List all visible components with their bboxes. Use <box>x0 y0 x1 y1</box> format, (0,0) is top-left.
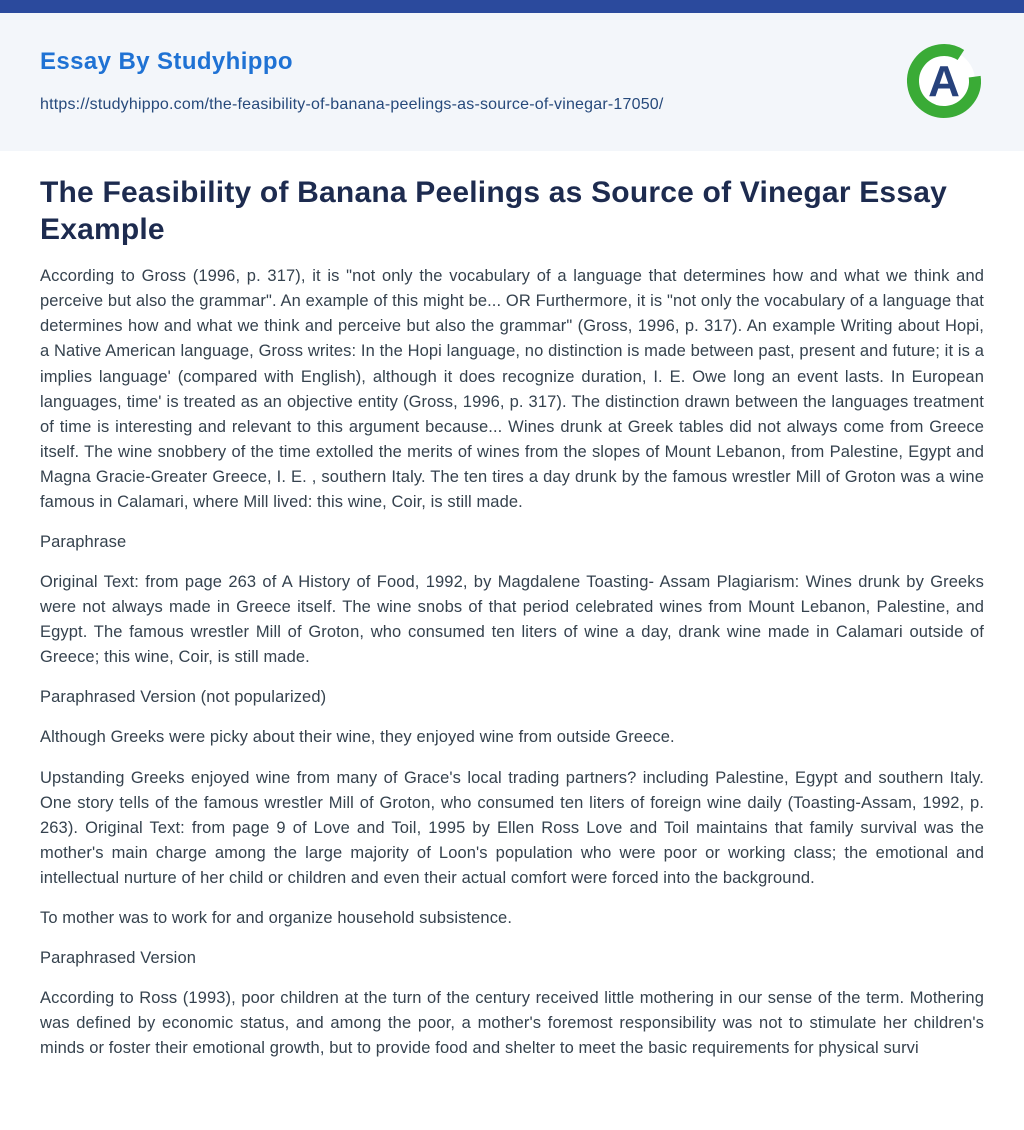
logo-ring-icon <box>904 41 984 121</box>
article-paragraph: Paraphrased Version (not popularized) <box>40 688 327 707</box>
article-paragraph: To mother was to work for and organize household subsistence. <box>40 908 513 927</box>
site-title: Essay By Studyhippo <box>40 48 293 75</box>
header-text-block <box>40 48 664 114</box>
article-paragraph: Upstanding Greeks enjoyed wine from many of Grace's local trading partners? including Palestine, Egypt and southern Italy. One story tells of the famous wrestler Mill of Groton, who consumed ten liters of foreign wine daily (Toasting-Assam, 1992, p. 263). Original Text: from page 9 of Love and Toil, 1995 by Ellen Ross Love and Toil maintains that family survival was the mother's main charge among the large majority of Loon's population who were poor or working class; the emotional and intellectual nurture of her child or children and even their actual comfort were forced into the background. <box>40 768 984 887</box>
article-paragraph: Paraphrase <box>40 532 127 551</box>
top-accent-bar <box>0 0 1024 13</box>
page-url-link[interactable]: https://studyhippo.com/the-feasibility-of-banana-peelings-as-source-of-vinegar-17050/ <box>40 96 664 113</box>
article-paragraph: According to Ross (1993), poor children at the turn of the century received little mothering in our sense of the term. Mothering was defined by economic status, and among the poor, a mother's foremost responsibility was not to stimulate her children's minds or foster their emotional growth, but to provide food and shelter to meet the basic requirements for physical survi <box>40 989 984 1058</box>
logo-letter: A <box>928 57 960 106</box>
studyhippo-logo <box>904 41 984 121</box>
article <box>0 151 1024 1061</box>
article-paragraph: Although Greeks were picky about their wine, they enjoyed wine from outside Greece. <box>40 728 675 747</box>
article-title: The Feasibility of Banana Peelings as Source of Vinegar Essay Example <box>40 176 947 246</box>
page-header <box>0 13 1024 151</box>
article-paragraph: Original Text: from page 263 of A History of Food, 1992, by Magdalene Toasting- Assam Plagiarism: Wines drunk by Greeks were not always made in Greece itself. The wine snobs of that period celebrated wines from Mount Lebanon, Palestine, and Egypt. The famous wrestler Mill of Groton, who consumed ten liters of wine a day, drank wine made in Calamari outside of Greece; this wine, Coir, is still made. <box>40 573 984 667</box>
article-paragraph: Paraphrased Version <box>40 948 196 967</box>
article-paragraph: According to Gross (1996, p. 317), it is "not only the vocabulary of a language that determines how and what we think and perceive but also the grammar". An example of this might be... OR Furthermore, it is "not only the vocabulary of a language that determines how and what we think and perceive but also the grammar" (Gross, 1996, p. 317). An example Writing about Hopi, a Native American language, Gross writes: In the Hopi language, no distinction is made between past, present and future; it is a implies language' (compared with English), although it does recognize duration, I. E. Owe long an event lasts. In European languages, time' is treated as an objective entity (Gross, 1996, p. 317). The distinction drawn between the languages treatment of time is interesting and relevant to this argument because... Wines drunk at Greek tables did not always come from Greece itself. The wine snobbery of the time extolled the merits of wines from the slopes of Mount Lebanon, from Palestine, Egypt and Magna Gracie-Greater Greece, I. E. , southern Italy. The ten tires a day drunk by the famous wrestler Mill of Groton was a wine famous in Calamari, where Mill lived: this wine, Coir, is still made. <box>40 267 984 511</box>
